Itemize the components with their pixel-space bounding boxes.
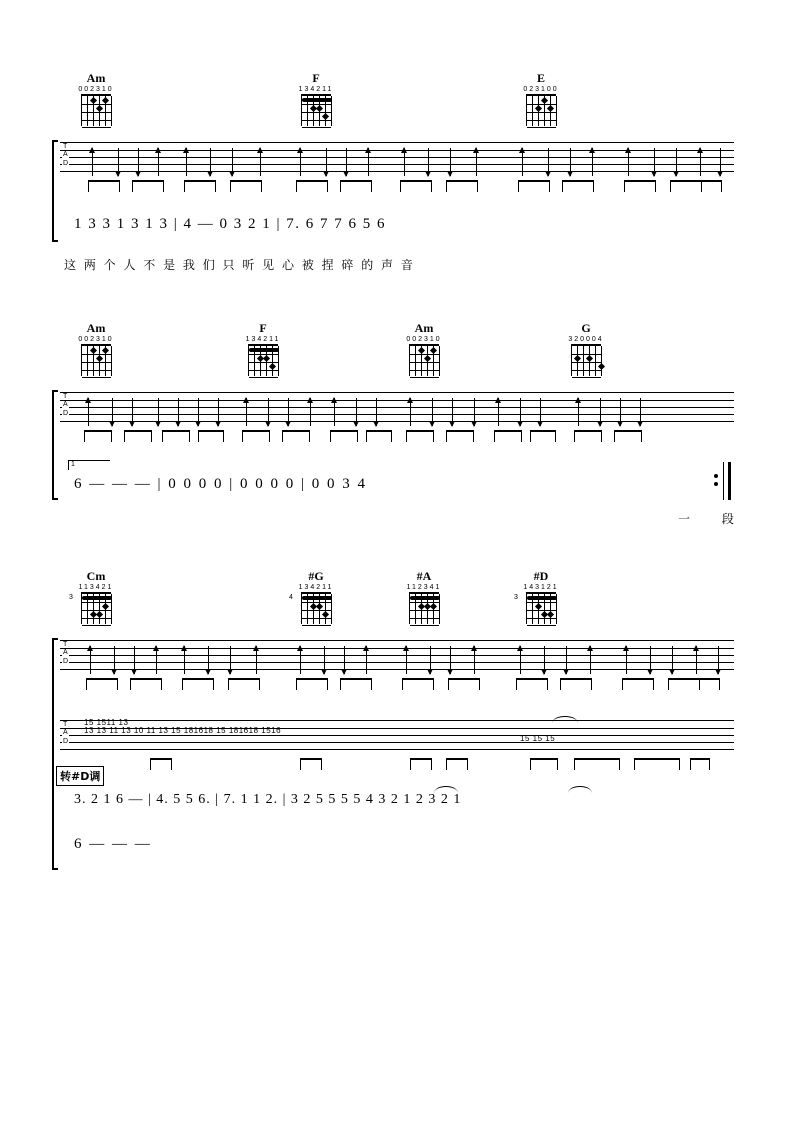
jianpu-line-3-lower: 6 — — — xyxy=(74,836,152,852)
chord-fingering: 143121 xyxy=(523,584,559,591)
chord-fingering: 134211 xyxy=(298,584,334,591)
fret-number: 3 xyxy=(69,594,73,601)
fret-number: 4 xyxy=(289,594,293,601)
chord-name: E xyxy=(536,71,545,85)
chord-diagram-gsharp xyxy=(288,570,344,628)
tie-arc-1 xyxy=(434,786,458,793)
tab-letter-a: A xyxy=(63,401,68,408)
chord-diagram-dsharp xyxy=(513,570,569,628)
lyrics-line-1: 这 两 个 人 不 是 我 们 只 听 见 心 被 捏 碎 的 声 音 xyxy=(64,258,415,272)
chord-name: #A xyxy=(416,569,432,583)
chord-fingering: 023100 xyxy=(523,86,559,93)
system-brace xyxy=(52,638,58,870)
chord-name: Am xyxy=(414,321,434,335)
chord-name: Am xyxy=(86,71,106,85)
jianpu-line-1: 1 3 3 1 3 1 3 | 4 — 0 3 2 1 | 7. 6 7 7 6 5 6 xyxy=(74,216,387,232)
tab-letter-a: A xyxy=(63,729,68,736)
chord-diagram-cm xyxy=(68,570,124,628)
tab-numbers-row-3: 15 15 15 xyxy=(520,734,556,743)
chord-name: F xyxy=(312,71,320,85)
jianpu-line-2: 6 — — — | 0 0 0 0 | 0 0 0 0 | 0 0 3 4 xyxy=(74,476,368,492)
tie-arc-2 xyxy=(568,786,592,793)
chord-name: #G xyxy=(308,569,324,583)
chord-grid xyxy=(289,592,337,628)
chord-fingering: 113421 xyxy=(78,584,114,591)
tab-letter-a: A xyxy=(63,649,68,656)
jianpu-line-3: 3. 2 1 6 — | 4. 5 5 6. | 7. 1 1 2. | 3 2 5 5 5 5 4 3 2 1 2 3 2 1 xyxy=(74,792,462,807)
ending-number: 1 xyxy=(71,461,75,468)
tab-letter-a: A xyxy=(63,151,68,158)
chord-name: #D xyxy=(533,569,549,583)
tab-letter-t: T xyxy=(63,393,68,400)
chord-name: Am xyxy=(86,321,106,335)
tab-staff-lower xyxy=(60,720,734,750)
tab-numbers-row-2: 13 13 11 13 10 11 13 15 181618 15 181618 1516 xyxy=(84,726,282,735)
fret-number: 3 xyxy=(514,594,518,601)
chord-name: Cm xyxy=(86,569,106,583)
lyrics-line-2: 一 段 xyxy=(678,512,748,526)
tab-letter-d: D xyxy=(63,160,69,167)
tab-letter-d: D xyxy=(63,658,69,665)
chord-diagram-asharp xyxy=(396,570,452,628)
tab-letter-d: D xyxy=(63,410,69,417)
tab-letter-t: T xyxy=(63,641,68,648)
chord-name: F xyxy=(259,321,267,335)
tab-letter-t: T xyxy=(63,721,68,728)
chord-grid xyxy=(403,592,445,628)
chord-fingering: 002310 xyxy=(78,336,114,343)
chord-grid xyxy=(514,592,562,628)
chord-fingering: 002310 xyxy=(78,86,114,93)
tie-arc-3 xyxy=(552,716,578,723)
tab-staff-upper xyxy=(60,640,734,670)
chord-fingering: 320004 xyxy=(568,336,604,343)
chord-fingering: 002310 xyxy=(406,336,442,343)
chord-fingering: 134211 xyxy=(298,86,334,93)
chord-fingering: 112341 xyxy=(406,584,442,591)
chord-grid xyxy=(69,592,117,628)
chord-name: G xyxy=(581,321,591,335)
tab-numbers-row-1: 15 1511 13 xyxy=(84,718,129,727)
chord-fingering: 134211 xyxy=(245,336,281,343)
tab-letter-t: T xyxy=(63,143,68,150)
key-change-label: 转#D调 xyxy=(56,766,104,786)
tab-letter-d: D xyxy=(63,738,69,745)
